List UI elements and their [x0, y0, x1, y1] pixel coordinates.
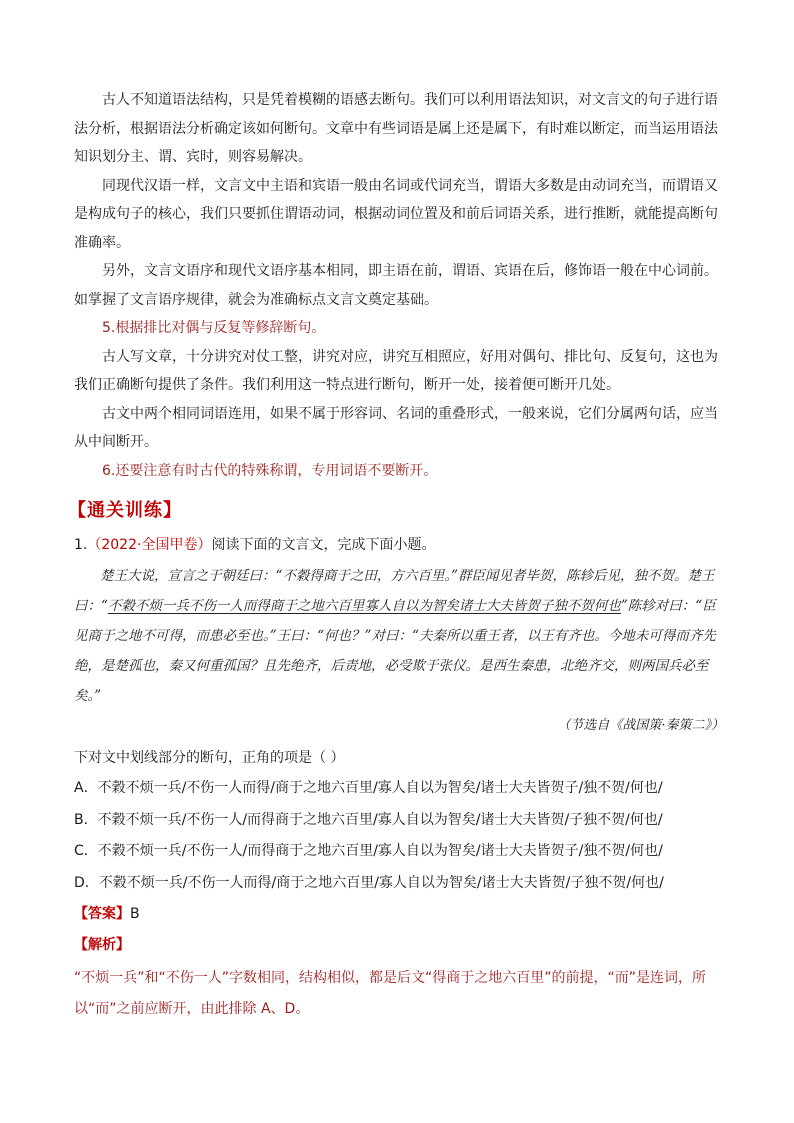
analysis-text: “不烦一兵”和“不伤一人”字数相同，结构相似，都是后文“得商于之地六百里”的前提，“而”是连词，所以“而”之前应断开，由此排除 A、D。: [74, 970, 707, 1017]
option-c[interactable]: C．不穀不烦一兵/不伤一人/而得商于之地六百里/寡人自以为智矣/诸士大夫皆贺子/独不贺/何也/: [74, 843, 663, 859]
analysis-label: 【解析】: [74, 937, 130, 953]
option-b[interactable]: B．不穀不烦一兵/不伤一人/而得商于之地六百里/寡人自以为智矣/诸士大夫皆贺/子独不贺/何也/: [74, 811, 663, 828]
question-number: 1.: [74, 537, 88, 553]
passage-before: 楚王大说，宣言之于朝廷曰：“不穀得商于之田，方六百里。”群臣闻见者毕贺，陈轸后见，独不贺。楚王曰：“: [74, 568, 715, 614]
classical-passage: [74, 561, 724, 711]
option-a[interactable]: A．不穀不烦一兵/不伤一人而得/商于之地六百里/寡人自以为智矣/诸士大夫皆贺子/独不贺/何也/: [74, 780, 663, 796]
tip-special-terms: 6.还要注意有时古代的特殊称谓，专用词语不要断开。: [102, 462, 438, 479]
passage-source: （节选自《战国策·秦策二》）: [557, 718, 724, 733]
paragraph-predicate: 同现代汉语一样，文言文中主语和宾语一般由名词或代词充当，谓语大多数是由动词充当，而谓语又是构成句子的核心，我们只要抓住谓语动词，根据动词位置及和前后词语关系，进行推断，就能提高断句准确率。: [74, 177, 718, 251]
question-prompt: 阅读下面的文言文，完成下面小题。: [211, 537, 436, 553]
passage-after: ”陈轸对曰：“臣见商于之地不可得，而患必至也。”王曰：“何也？”对曰：“夫秦所以重王者，以王有齐也。今地未可得而齐先绝，是楚孤也，秦又何重孤国？且先绝齐，后责地，必受欺于张仪。是西生秦患，北绝齐交，则两国兵必至矣。”: [74, 598, 716, 704]
tip-rhetoric: 5.根据排比对偶与反复等修辞断句。: [102, 320, 326, 336]
paragraph-parallelism: 古人写文章，十分讲究对仗工整，讲究对应，讲究互相照应，好用对偶句、排比句、反复句，这也为我们正确断句提供了条件。我们利用这一特点进行断句，断开一处，接着便可断开几处。: [74, 348, 718, 393]
question-stem: 下对文中划线部分的断句，正角的项是（ ）: [74, 750, 345, 766]
question-header: [74, 531, 724, 559]
answer-line: [74, 899, 724, 930]
paragraph-repetition: 古文中两个相同词语连用，如果不属于形容词、名词的重叠形式，一般来说，它们分属两句话，应当从中间断开。: [74, 405, 718, 450]
document-page: [68, 86, 724, 1025]
paragraph-grammar: 古人不知道语法结构，只是凭着模糊的语感去断句。我们可以利用语法知识，对文言文的句子进行语法分析，根据语法分析确定该如何断句。文章中有些词语是属上还是属下，有时难以断定，而当运用语法知识划分主、谓、宾时，则容易解决。: [74, 92, 718, 165]
paragraph-word-order: 另外，文言文语序和现代文语序基本相同，即主语在前，谓语、宾语在后，修饰语一般在中心词前。如掌握了文言语序规律，就会为准确标点文言文奠定基础。: [74, 263, 718, 308]
passage-underlined: 不穀不烦一兵不伤一人而得商于之地六百里寡人自以为智矣诸士大夫皆贺子独不贺何也: [107, 598, 621, 614]
section-title: 【通关训练】: [68, 500, 182, 521]
option-d[interactable]: D．不穀不烦一兵/不伤一人而得/商于之地六百里/寡人自以为智矣/诸士大夫皆贺/子独不贺/何也/: [74, 874, 664, 891]
question-source: （2022·全国甲卷）: [87, 537, 212, 553]
answer-label: 【答案】: [74, 906, 130, 922]
answer-value: B: [130, 906, 140, 922]
